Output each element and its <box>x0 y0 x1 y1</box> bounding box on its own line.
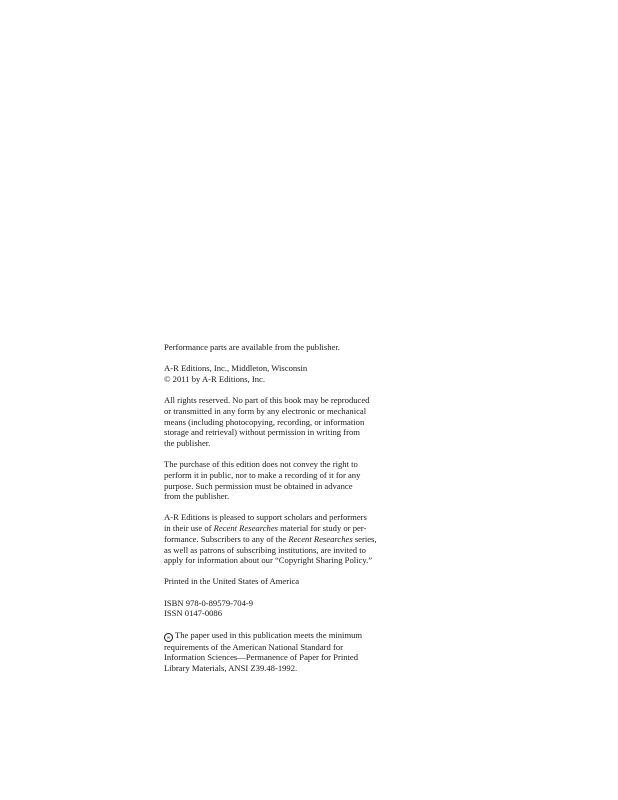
support-line <box>164 523 414 534</box>
copyright-page-block <box>164 342 414 684</box>
printed-in-paragraph <box>164 576 414 587</box>
isbn-number: ISBN 978-0-89579-704-9 <box>164 597 254 608</box>
publisher-info <box>164 363 414 384</box>
support-paragraph <box>164 512 414 566</box>
performance-rights-line: purpose. Such permission must be obtained in advance <box>164 480 353 491</box>
paper-line: requirements of the American National Standard for <box>164 641 343 652</box>
support-text: formance. Subscribers to any of the <box>164 533 289 544</box>
performance-parts-text: Performance parts are available from the publisher. <box>164 342 340 352</box>
rights-line: means (including photocopying, recording, or information <box>164 416 365 427</box>
paper-text: The paper used in this publication meets the minimum <box>175 629 363 640</box>
printed-in-text: Printed in the United States of America <box>164 576 300 587</box>
permanence-of-paper-icon: ∞ <box>164 633 173 642</box>
rights-reserved-paragraph <box>164 395 414 449</box>
support-text: in their use of <box>164 523 214 534</box>
rights-line: or transmitted in any form by any electronic or mechanical <box>164 405 367 416</box>
support-line: A-R Editions is pleased to support scholars and performers <box>164 512 367 523</box>
paper-line: Information Sciences—Permanence of Paper for Printed <box>164 652 359 663</box>
series-title: Recent Researches <box>288 533 353 544</box>
rights-line: the publisher. <box>164 437 211 448</box>
performance-rights-line: The purchase of this edition does not convey the right to <box>164 459 358 470</box>
rights-line: storage and retrieval) without permission in writing from <box>164 427 360 438</box>
series-title: Recent Researches <box>213 523 278 534</box>
paper-line: Library Materials, ANSI Z39.48-1992. <box>164 662 298 673</box>
performance-parts-note <box>164 342 414 353</box>
copyright-line: © 2011 by A-R Editions, Inc. <box>164 373 265 384</box>
publisher-name-line: A-R Editions, Inc., Middleton, Wisconsin <box>164 363 308 374</box>
support-text: material for study or per- <box>278 523 367 534</box>
rights-line: All rights reserved. No part of this book may be reproduced <box>164 395 370 406</box>
support-text: series, <box>352 533 377 544</box>
identifiers-block <box>164 598 414 619</box>
paper-line <box>164 630 414 642</box>
performance-rights-line: from the publisher. <box>164 491 230 502</box>
performance-rights-line: perform it in public, nor to make a recording of it for any <box>164 469 361 480</box>
support-line: as well as patrons of subscribing institutions, are invited to <box>164 544 366 555</box>
issn-number: ISSN 0147-0086 <box>164 608 223 619</box>
support-line <box>164 534 414 545</box>
paper-permanence-paragraph <box>164 630 414 674</box>
support-line: apply for information about our “Copyright Sharing Policy.” <box>164 555 373 566</box>
performance-rights-paragraph <box>164 459 414 502</box>
